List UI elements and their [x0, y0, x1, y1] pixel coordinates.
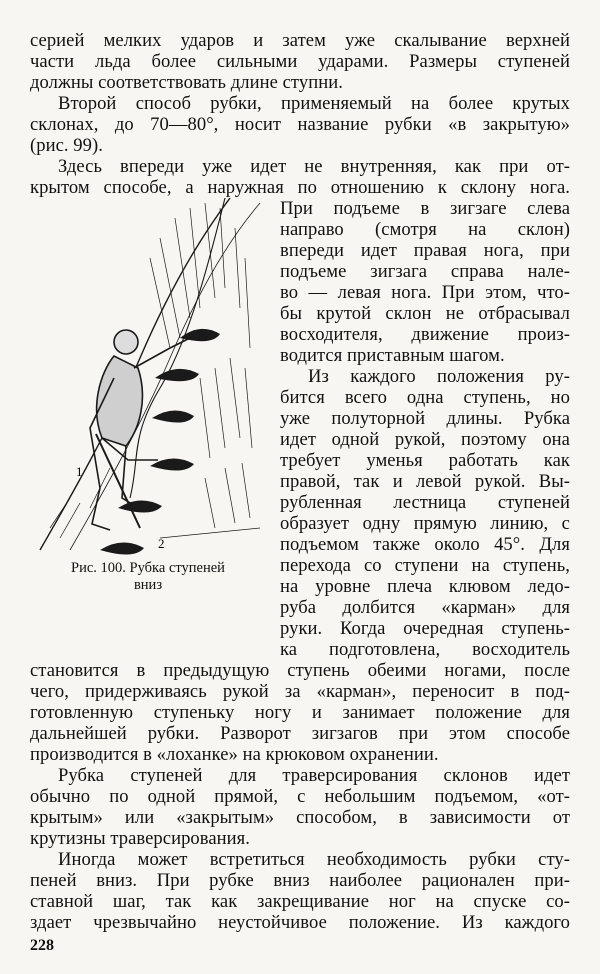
text-line: должны соответствовать длине ступни.	[30, 72, 343, 93]
text-line: пеней вниз. При рубке вниз наиболее рационален при-	[30, 870, 570, 891]
text-line: впереди идет правая нога, при	[280, 240, 570, 261]
text-line: чего, придерживаясь рукой за «карман», переносит в под-	[30, 681, 570, 702]
text-line: водится приставным шагом.	[280, 345, 505, 366]
text-line: уже полуторной длины. Рубка	[280, 408, 570, 429]
text-line: бится всего одна ступень, но	[280, 387, 570, 408]
text-line: готовленную ступеньку ногу и занимает положение для	[30, 702, 570, 723]
text-line: Второй способ рубки, применяемый на более крутых	[58, 93, 570, 114]
caption-line: Рис. 100. Рубка ступеней	[71, 560, 225, 576]
text-line: становится в предыдущую ступень обеими ногами, после	[30, 660, 570, 681]
text-line: подъемом также около 45°. Для	[280, 534, 570, 555]
text-line: Здесь впереди уже идет не внутренняя, как при от-	[58, 156, 570, 177]
text-line: крутизны траверсирования.	[30, 828, 250, 849]
text-line: руба долбится «карман» для	[280, 597, 570, 618]
text-line: Рубка ступеней для траверсирования склонов идет	[58, 765, 570, 786]
text-line: руки. Когда очередная ступень-	[280, 618, 570, 639]
text-line: подъеме зигзага справа нале-	[280, 261, 570, 282]
text-line: обычно по одной прямой, с небольшим подъемом, «от-	[30, 786, 570, 807]
text-line: При подъеме в зигзаге слева	[280, 198, 570, 219]
text-line: склонах, до 70—80°, носит название рубки «в закрытую»	[30, 114, 570, 135]
figure-caption	[30, 560, 266, 594]
figure-wrap-region	[30, 198, 570, 660]
text-line: идет одной рукой, поэтому она	[280, 429, 570, 450]
text-line: производится в «лоханке» на крюковом охранении.	[30, 744, 439, 765]
text-line: дальнейшей рубки. Разворот зигзагов при этом способе	[30, 723, 570, 744]
text-line: (рис. 99).	[30, 135, 103, 156]
figure-climber-illustration	[30, 198, 266, 618]
climber-drawing	[30, 198, 266, 558]
text-line: правой, так и левой рукой. Вы-	[280, 471, 570, 492]
top-paragraphs	[30, 30, 570, 198]
page-number: 228	[30, 937, 54, 954]
caption-line: вниз	[133, 577, 163, 593]
wrapped-text-column	[280, 198, 570, 660]
figure-label-1: 1	[76, 464, 83, 479]
text-line: серией мелких ударов и затем уже скалывание верхней	[30, 30, 570, 51]
text-line: ставной шаг, так как закрещивание ног на спуске со-	[30, 891, 570, 912]
text-line: крытым» или «закрытым» способом, в зависимости от	[30, 807, 570, 828]
text-line: части льда более сильными ударами. Размеры ступеней	[30, 51, 570, 72]
text-line: Из каждого положения ру-	[308, 366, 570, 387]
text-line: во — левая нога. При этом, что-	[280, 282, 570, 303]
text-line: восходителя, движение произ-	[280, 324, 570, 345]
text-line: образует одну прямую линию, с	[280, 513, 570, 534]
text-line: бы крутой склон не отбрасывал	[280, 303, 570, 324]
text-line: Иногда может встретиться необходимость рубки сту-	[58, 849, 570, 870]
bottom-paragraphs	[30, 660, 570, 933]
text-line: ка подготовлена, восходитель	[280, 639, 570, 660]
text-line: перехода со ступени на ступень,	[280, 555, 570, 576]
page-body	[30, 30, 570, 933]
figure-label-2: 2	[158, 536, 165, 551]
text-line: рубленная лестница ступеней	[280, 492, 570, 513]
text-line: требует уменья работать как	[280, 450, 570, 471]
text-line: здает чрезвычайно неустойчивое положение. Из каждого	[30, 912, 570, 933]
text-line: направо (смотря на склон)	[280, 219, 570, 240]
text-line: на уровне плеча клювом ледо-	[280, 576, 570, 597]
text-line: крытом способе, а наружная по отношению к склону нога.	[30, 177, 570, 198]
